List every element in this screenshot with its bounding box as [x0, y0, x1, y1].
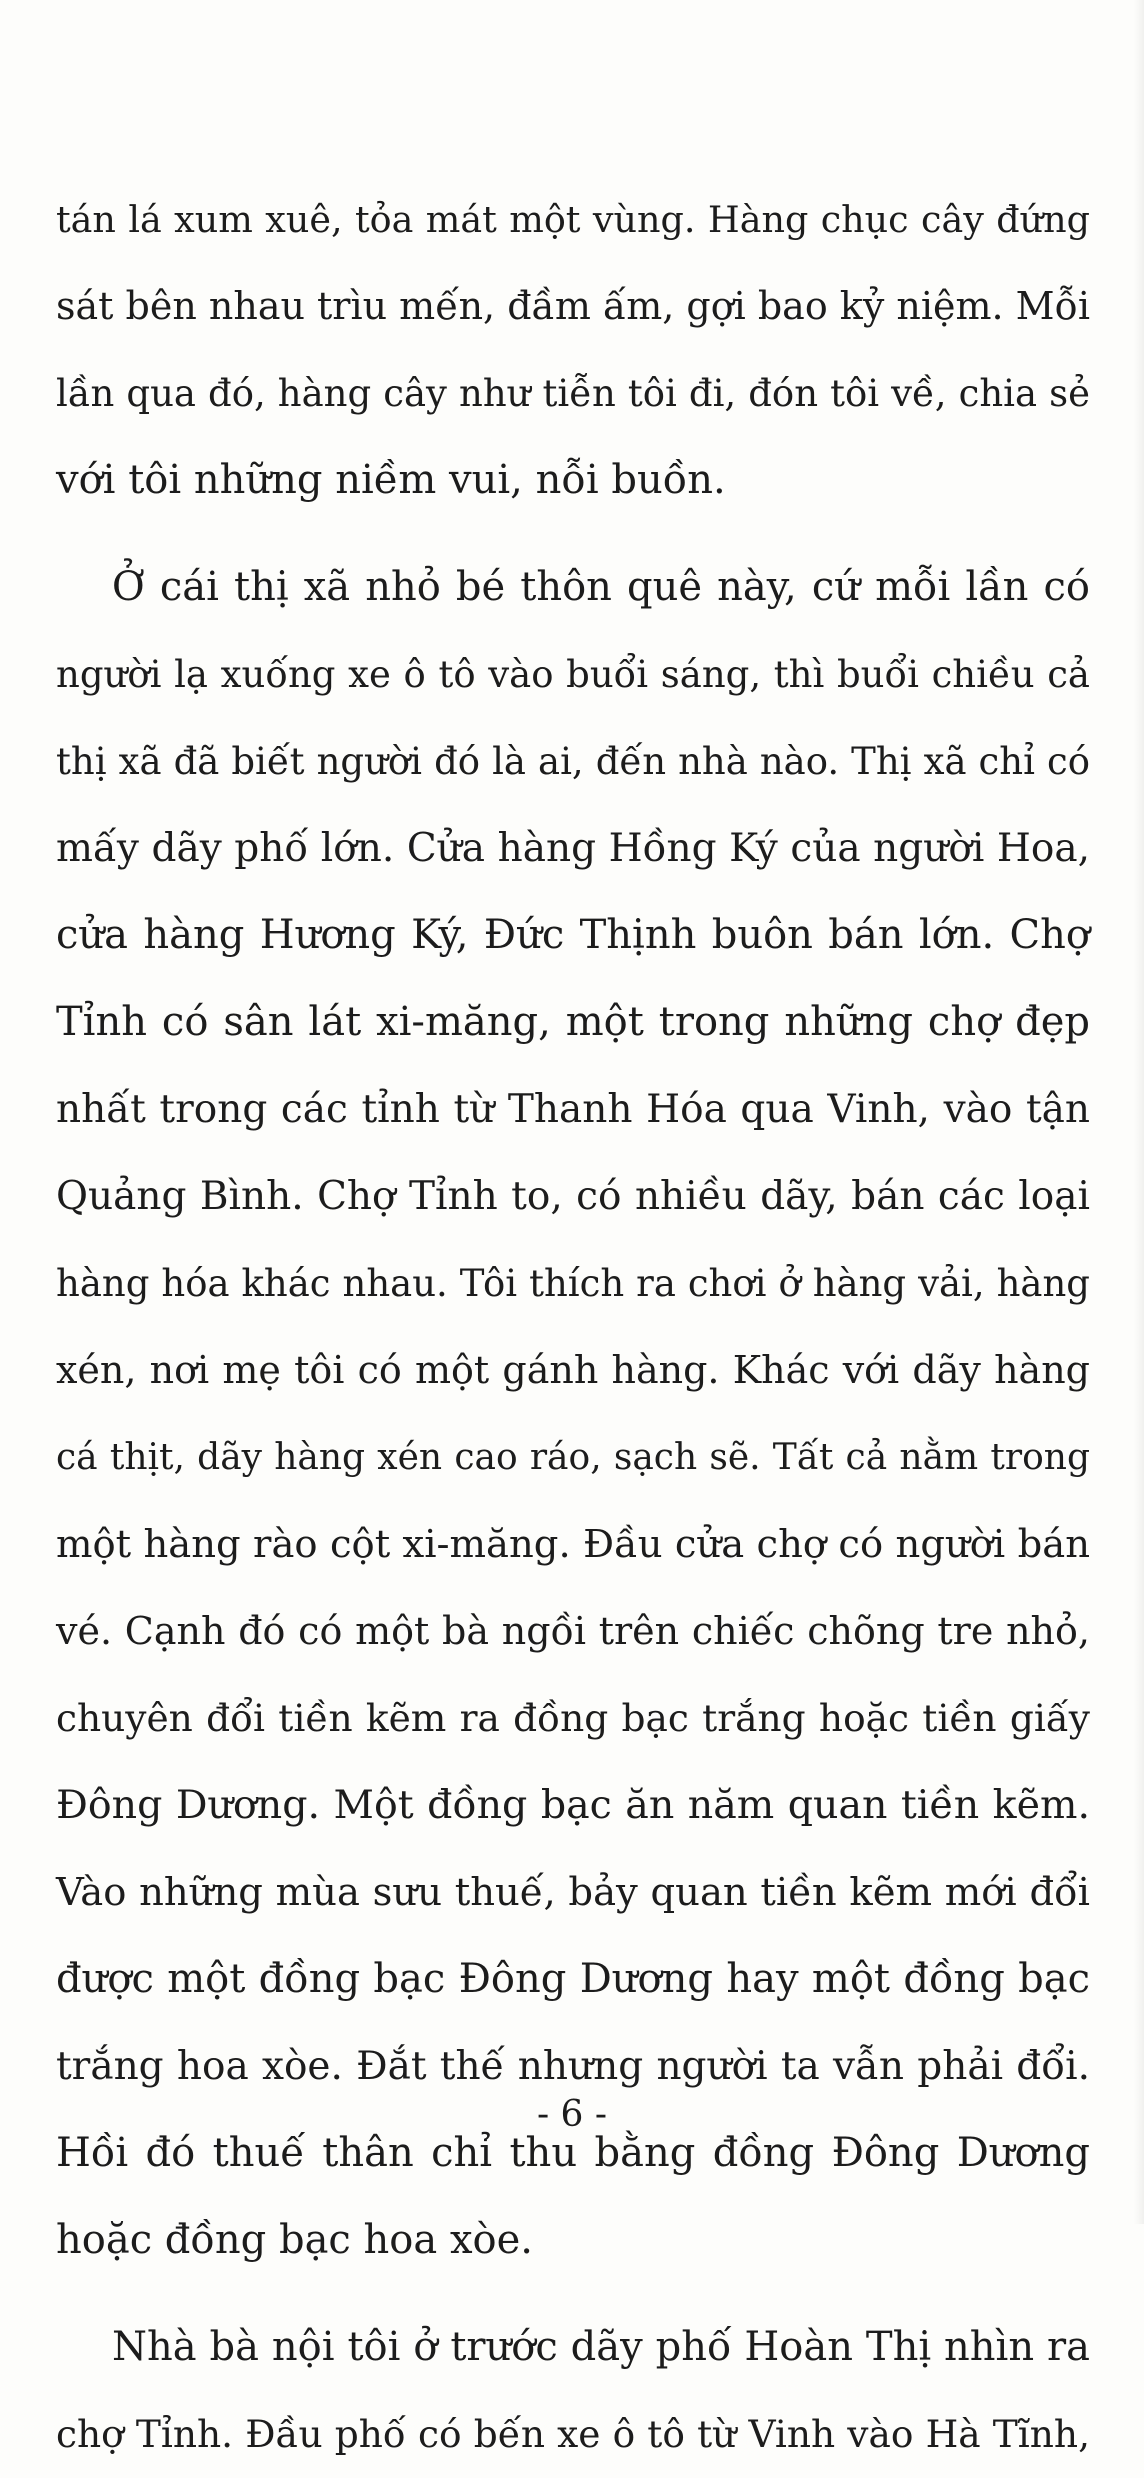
text-line: xén, nơi mẹ tôi có một gánh hàng. Khác với dãy hàng — [56, 1348, 1090, 1392]
text-line: người lạ xuống xe ô tô vào buổi sáng, thì buổi chiều cả — [56, 653, 1090, 696]
text-line: vé. Cạnh đó có một bà ngồi trên chiếc chõng tre nhỏ, — [56, 1609, 1090, 1653]
text-line: Tỉnh có sân lát xi-măng, một trong những chợ đẹp — [56, 999, 1090, 1045]
text-line: hàng hóa khác nhau. Tôi thích ra chơi ở hàng vải, hàng — [56, 1262, 1090, 1305]
text-line: Vào những mùa sưu thuế, bảy quan tiền kẽm mới đổi — [56, 1870, 1090, 1915]
text-line: nhất trong các tỉnh từ Thanh Hóa qua Vinh, vào tận — [56, 1087, 1090, 1132]
page-number: - 6 - — [536, 2094, 608, 2135]
text-line: Ở cái thị xã nhỏ bé thôn quê này, cứ mỗi lần có — [112, 564, 1090, 610]
text-line: với tôi những niềm vui, nỗi buồn. — [56, 457, 726, 503]
text-line: cá thịt, dãy hàng xén cao ráo, sạch sẽ. Tất cả nằm trong — [56, 1437, 1090, 1478]
text-line: cửa hàng Hương Ký, Đức Thịnh buôn bán lớn. Chợ — [56, 912, 1090, 958]
text-line: thị xã đã biết người đó là ai, đến nhà nào. Thị xã chỉ có — [56, 740, 1090, 783]
text-line: một hàng rào cột xi-măng. Đầu cửa chợ có người bán — [56, 1522, 1090, 1567]
text-line: Hồi đó thuế thân chỉ thu bằng đồng Đông Dương — [56, 2130, 1090, 2176]
page-edge-shadow — [1134, 0, 1144, 2224]
text-line: Quảng Bình. Chợ Tỉnh to, có nhiều dãy, bán các loại — [56, 1174, 1090, 1219]
text-line: Nhà bà nội tôi ở trước dãy phố Hoàn Thị nhìn ra — [112, 2324, 1090, 2370]
text-line: được một đồng bạc Đông Dương hay một đồng bạc — [56, 1956, 1090, 2002]
text-line: mấy dãy phố lớn. Cửa hàng Hồng Ký của người Hoa, — [56, 826, 1090, 871]
text-line: tán lá xum xuê, tỏa mát một vùng. Hàng chục cây đứng — [56, 198, 1090, 241]
text-line: chợ Tỉnh. Đầu phố có bến xe ô tô từ Vinh vào Hà Tĩnh, — [56, 2412, 1090, 2456]
text-line: lần qua đó, hàng cây như tiễn tôi đi, đón tôi về, chia sẻ — [56, 372, 1090, 415]
paragraph — [56, 176, 1090, 524]
paragraph — [56, 544, 1090, 2284]
text-line: trắng hoa xòe. Đắt thế nhưng người ta vẫn phải đổi. — [56, 2044, 1090, 2089]
text-line: Đông Dương. Một đồng bạc ăn năm quan tiền kẽm. — [56, 1782, 1090, 1828]
text-line: sát bên nhau trìu mến, đầm ấm, gợi bao kỷ niệm. Mỗi — [56, 284, 1090, 328]
text-line: chuyên đổi tiền kẽm ra đồng bạc trắng hoặc tiền giấy — [56, 1696, 1090, 1740]
text-line: hoặc đồng bạc hoa xòe. — [56, 2217, 533, 2263]
paragraph — [56, 2304, 1090, 2478]
